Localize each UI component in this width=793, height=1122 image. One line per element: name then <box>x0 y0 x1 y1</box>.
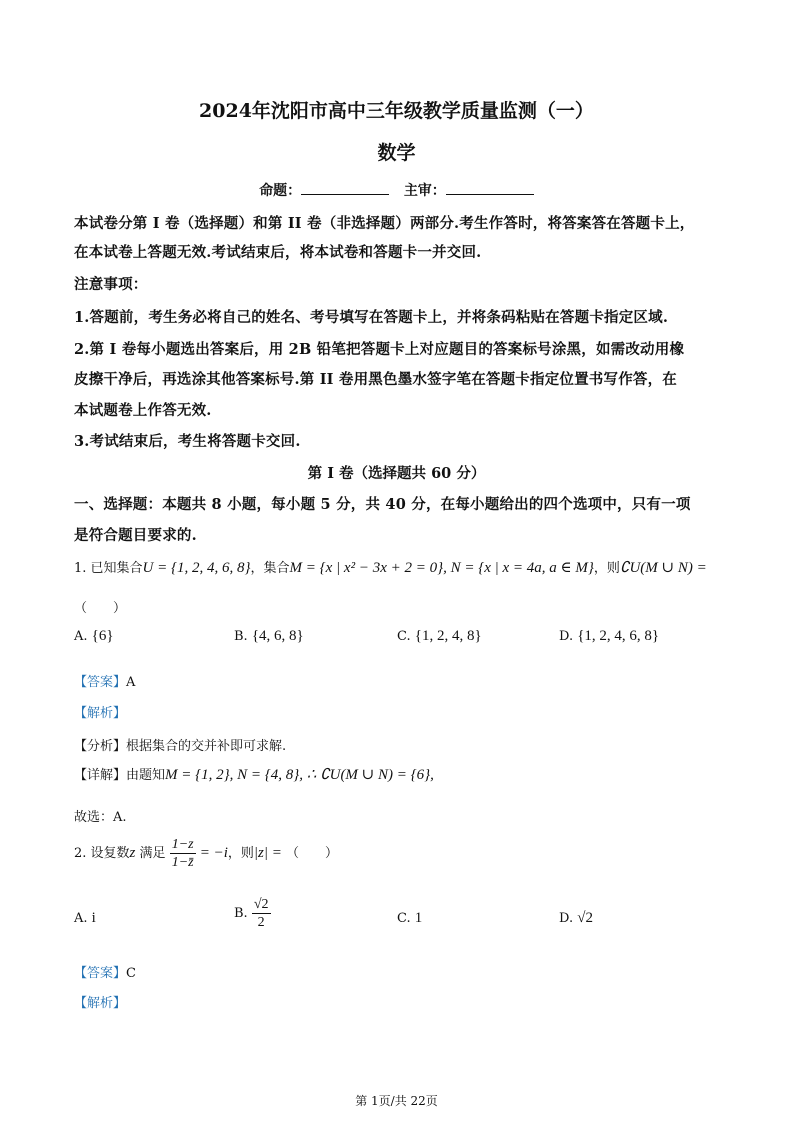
q1-set-u: U = {1, 2, 4, 6, 8} <box>142 560 251 576</box>
q1-option-c-value: {1, 2, 4, 8} <box>414 628 482 644</box>
q2-answer-tag: 【答案】 <box>74 966 127 981</box>
q1-mid: ，集合 <box>250 561 290 576</box>
q1-option-a-value: {6} <box>91 628 114 644</box>
q1-detail-math: M = {1, 2}, N = {4, 8}, ∴ ∁U(M ∪ N) = {6}, <box>165 767 434 783</box>
q1-option-a-label: A. <box>74 629 88 644</box>
q1-fenxi-tag: 【分析】 <box>74 739 127 754</box>
intro-line-2: 在本试卷上答题无效.考试结束后，将本试卷和答题卡一并交回. <box>74 244 482 261</box>
q2-option-c <box>397 910 422 927</box>
q1-option-c-label: C. <box>397 629 411 644</box>
q2-abs: |z| = <box>253 845 282 861</box>
setter-label: 命题： <box>259 183 302 199</box>
q2-then: ，则 <box>227 846 254 861</box>
q2-answer <box>74 962 136 981</box>
q2-analysis-tag: 【解析】 <box>74 996 127 1011</box>
q1-option-b-value: {4, 6, 8} <box>251 628 304 644</box>
q1-set-m: M = {x | x² − 3x + 2 = 0} <box>289 560 444 576</box>
q2-frac-num: 1−z <box>171 837 194 852</box>
q1-analysis-tag: 【解析】 <box>74 706 127 721</box>
q1-option-d-value: {1, 2, 4, 6, 8} <box>577 628 660 644</box>
q1-choose: 故选：A. <box>74 810 127 825</box>
q2-option-b-fraction <box>252 896 271 931</box>
q2-option-b-num: √2 <box>253 897 269 912</box>
q1-fenxi <box>74 735 286 754</box>
setter-blank <box>301 182 389 195</box>
note-2b: 皮擦干净后，再选涂其他答案标号.第 II 卷用黑色墨水签字笔在答题卡指定位置书写作答，在 <box>74 371 678 388</box>
q2-paren: （ ） <box>286 846 339 861</box>
q1-prefix: 1. 已知集合 <box>74 561 143 576</box>
note-1: 1.答题前，考生务必将自己的姓名、考号填写在答题卡上，并将条码粘贴在答题卡指定区域. <box>74 309 669 326</box>
note-3: 3.考试结束后，考生将答题卡交回. <box>74 433 301 450</box>
q2-option-c-value: 1 <box>414 910 423 926</box>
q2-option-b-den: 2 <box>257 915 265 930</box>
q1-option-d <box>559 628 659 645</box>
section-instruction-1: 一、选择题：本题共 8 小题，每小题 5 分，共 40 分，在每小题给出的四个选项中，只有一项 <box>74 496 691 513</box>
q2-eq: = −i <box>199 845 228 861</box>
q1-option-d-label: D. <box>559 629 574 644</box>
q2-fraction <box>170 836 196 871</box>
notes-title: 注意事项： <box>74 276 148 293</box>
q1-detail-text: 由题知 <box>126 768 166 783</box>
q2-option-d-label: D. <box>559 911 574 926</box>
setter-line <box>0 180 793 200</box>
q2-option-c-label: C. <box>397 911 411 926</box>
question-1-stem <box>74 557 707 577</box>
q2-analysis <box>74 992 126 1011</box>
section-instruction-2: 是符合题目要求的. <box>74 527 197 544</box>
q2-option-a <box>74 910 96 927</box>
q1-option-a <box>74 628 114 645</box>
q2-option-d-value: √2 <box>577 910 593 926</box>
question-2-stem <box>74 836 338 871</box>
page-title: 2024年沈阳市高中三年级教学质量监测（一） <box>199 100 594 122</box>
q2-var: z <box>129 845 136 861</box>
q2-option-a-value: i <box>91 910 96 926</box>
q2-frac-den: 1−z̄ <box>171 855 194 870</box>
q1-option-b <box>234 628 304 645</box>
q1-analysis <box>74 702 126 721</box>
reviewer-label: 主审： <box>403 183 446 199</box>
q1-fenxi-text: 根据集合的交并补即可求解. <box>126 739 287 754</box>
q1-answer <box>74 671 135 690</box>
note-2a: 2.第 I 卷每小题选出答案后，用 2B 铅笔把答题卡上对应题目的答案标号涂黑，如需改动用橡 <box>74 341 685 358</box>
intro-line-1: 本试卷分第 I 卷（选择题）和第 II 卷（非选择题）两部分.考生作答时，将答案答在答题卡上， <box>74 215 695 232</box>
q1-expr: ∁U(M ∪ N) = <box>619 560 707 576</box>
reviewer-blank <box>446 182 534 195</box>
q2-answer-value: C <box>126 966 136 981</box>
q1-answer-value: A <box>126 675 136 690</box>
q1-detail <box>74 764 434 784</box>
q1-suffix: ，则 <box>593 561 620 576</box>
q1-option-b-label: B. <box>234 629 248 644</box>
q1-paren: （ ） <box>74 601 127 616</box>
q1-detail-tag: 【详解】 <box>74 768 127 783</box>
q1-option-c <box>397 628 482 645</box>
q1-set-n: , N = {x | x = 4a, a ∈ M} <box>443 560 594 576</box>
note-2c: 本试题卷上作答无效. <box>74 402 212 419</box>
subject-title: 数学 <box>377 142 416 164</box>
q2-mid: 满足 <box>139 846 166 861</box>
q2-option-a-label: A. <box>74 911 88 926</box>
q2-option-d <box>559 910 593 927</box>
q1-answer-tag: 【答案】 <box>74 675 127 690</box>
page-number: 第 1页/共 22页 <box>355 1094 438 1108</box>
q2-prefix: 2. 设复数 <box>74 846 130 861</box>
q2-option-b-label: B. <box>234 906 248 921</box>
section-title: 第 I 卷（选择题共 60 分） <box>307 465 486 482</box>
q2-option-b <box>234 896 271 931</box>
